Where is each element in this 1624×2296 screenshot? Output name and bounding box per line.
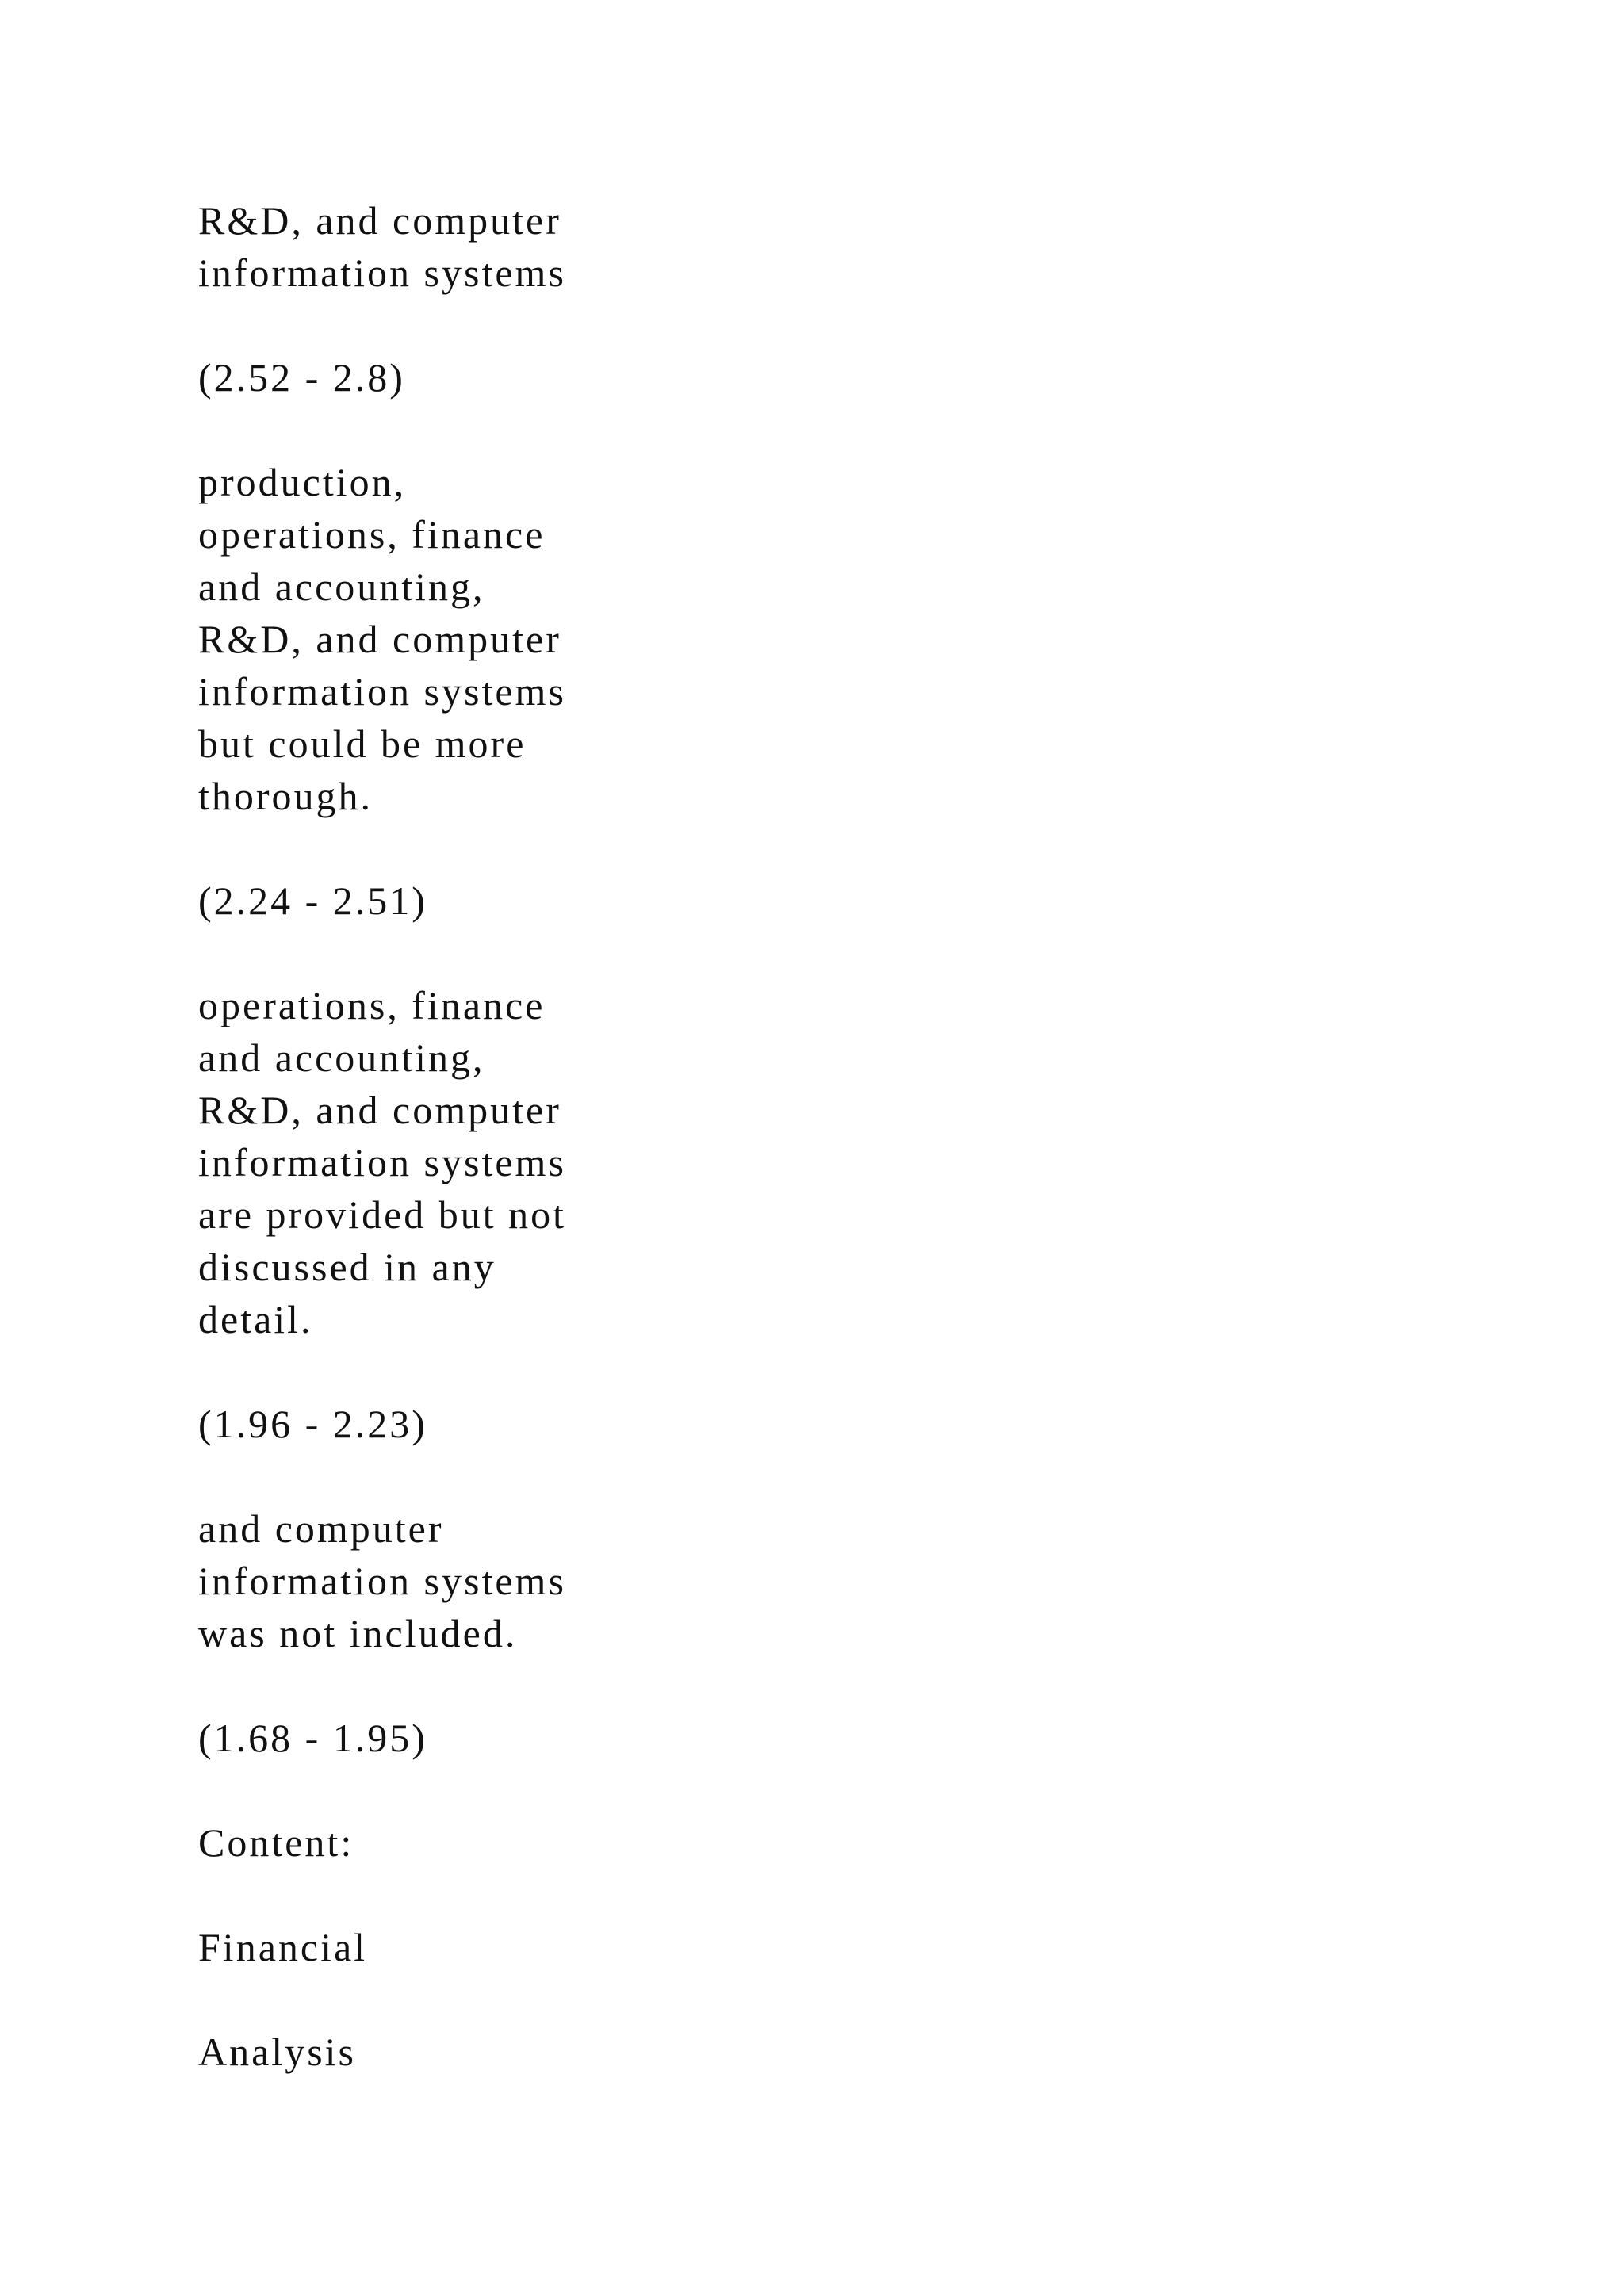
score-range-2-52-2-8: (2.52 - 2.8)	[198, 355, 405, 400]
content-label: Content:	[198, 1820, 354, 1865]
analysis-label: Analysis	[198, 2030, 356, 2074]
score-range-1-68-1-95: (1.68 - 1.95)	[198, 1716, 427, 1760]
financial-label: Financial	[198, 1925, 368, 1969]
paragraph-operations-finance: operations, finance and accounting, R&D, and computer information systems are provided but not discussed in any detail.	[198, 983, 567, 1341]
paragraph-production-operations: production, operations, finance and accounting, R&D, and computer information systems but could be more thorough.	[198, 460, 566, 818]
text-column	[198, 194, 912, 2130]
score-range-2-24-2-51: (2.24 - 2.51)	[198, 878, 427, 923]
paragraph-rd-computer-systems: R&D, and computer information systems	[198, 198, 566, 295]
score-range-1-96-2-23: (1.96 - 2.23)	[198, 1402, 427, 1446]
paragraph-not-included: and computer information systems was not included.	[198, 1506, 566, 1655]
